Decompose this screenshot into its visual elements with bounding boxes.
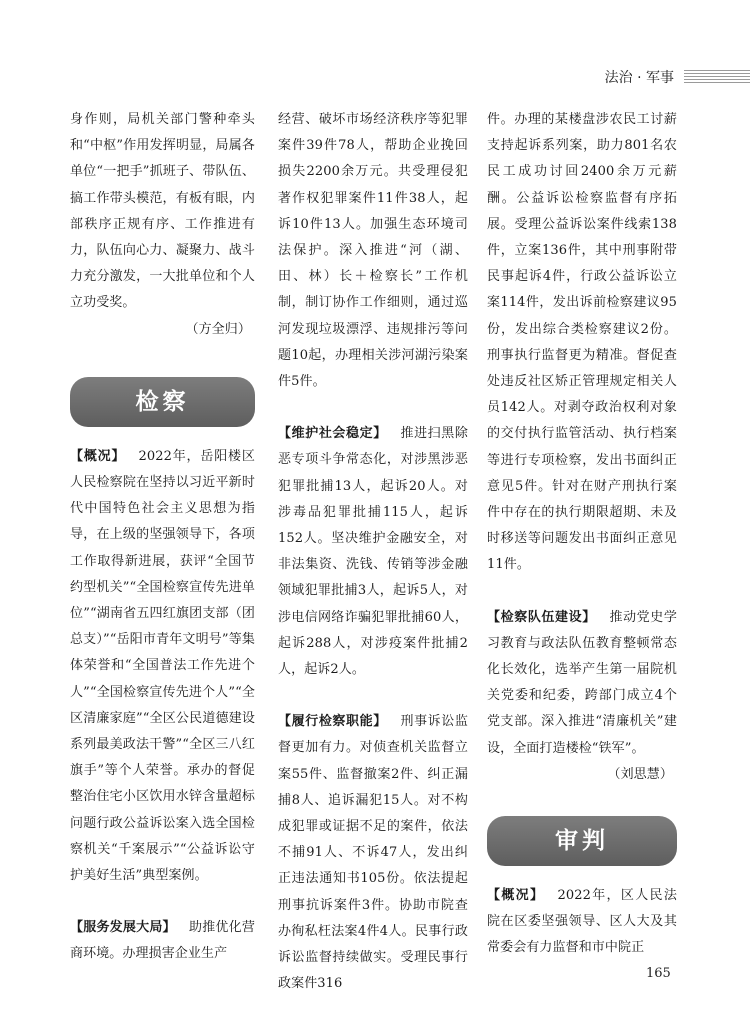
text-column-3 xyxy=(487,107,677,962)
service-text: 助推优化营商环境。办理损害企业生产 xyxy=(70,920,255,962)
stability-text: 推进扫黑除恶专项斗争常态化，对涉黑涉恶犯罪批捕13人，起诉20人。对涉毒品犯罪批捕115人，起诉152人。坚决维护金融安全，对非法集资、洗钱、传销等涉金融领域犯罪批捕3人，起诉5人，对涉电信网络诈骗犯罪批捕60人，起诉288人，对涉疫案件批捕2人，起诉2人。 xyxy=(278,426,468,678)
continued-paragraph: 经营、破坏市场经济秩序等犯罪案件39件78人，帮助企业挽回损失2200余万元。共受理侵犯著作权犯罪案件11件38人，起诉10件13人。加强生态环境司法保护。深入推进“河（湖、田、林）长＋检察长”工作机制，制订协作工作细则，通过巡河发现垃圾漂浮、违规排污等问题10起，办理相关涉河湖污染案件5件。 xyxy=(278,112,468,390)
text-column-2 xyxy=(278,107,468,998)
author-credit: （方全归） xyxy=(185,321,251,337)
duty-text: 刑事诉讼监督更加有力。对侦查机关监督立案55件、监督撤案2件、纠正漏捕8人、追诉漏犯15人。对不构成犯罪或证据不足的案件，依法不捕91人、不诉47人，发出纠正违法通知书105份。依法提起刑事抗诉案件3件。协助市院查办徇私枉法案4件4人。民事行政诉讼监督持续做实。受理民事行政案件316 xyxy=(278,714,468,992)
text-column-1 xyxy=(70,107,255,968)
duty-heading: 【履行检察职能】 xyxy=(278,714,387,730)
spacer xyxy=(70,427,255,444)
spacer xyxy=(487,579,677,605)
team-text: 推动党史学习教育与政法队伍教育整顿常态化长效化，选举产生第一届院机关党委和纪委，跨部门成立4个党支部。深入推进“清廉机关”建设，全面打造楼检“铁军”。 xyxy=(487,609,677,756)
overview-paragraph xyxy=(70,444,255,889)
stability-paragraph xyxy=(278,421,468,683)
page-number: 165 xyxy=(646,966,671,981)
duty-paragraph xyxy=(278,709,468,997)
section-banner-procuratorate: 检察 xyxy=(70,377,255,427)
section-title: 法治 · 军事 xyxy=(604,70,674,86)
team-heading: 【检察队伍建设】 xyxy=(487,609,596,625)
header-rule-decoration xyxy=(684,70,750,84)
team-paragraph xyxy=(487,605,677,762)
court-overview-text: 2022年，区人民法院在区委坚强领导、区人大及其常委会有力监督和市中院正 xyxy=(487,888,677,956)
service-paragraph xyxy=(70,915,255,967)
overview-text: 2022年，岳阳楼区人民检察院在坚持以习近平新时代中国特色社会主义思想为指导，在上级的坚强领导下，各项工作取得新进展，获评“全国节约型机关”“全国检察宣传先进单位”“湖南省五四红旗团支部（团总支）”“岳阳市青年文明号”等集体荣誉和“全国普法工作先进个人”“全国检察宣传先进个人”“全区清廉家庭”“全区公民道德建设系列最美政法干警”“全区三八红旗手”等个人荣誉。承办的督促整治住宅小区饮用水锌含量超标问题行政公益诉讼案入选全国检察机关“千案展示”“公益诉讼守护美好生活”典型案例。 xyxy=(70,448,255,884)
spacer xyxy=(487,866,677,883)
spacer xyxy=(70,889,255,915)
running-header xyxy=(605,66,750,88)
stability-heading: 【维护社会稳定】 xyxy=(278,426,387,442)
spacer xyxy=(70,343,255,377)
spacer xyxy=(278,395,468,421)
continued-paragraph: 身作则，局机关部门警种牵头和“中枢”作用发挥明显，局属各单位“一把手”抓班子、带队伍、搞工作带头模范，有板有眼，内部秩序正规有序、工作推进有力，队伍向心力、凝聚力、战斗力充分激发，一大批单位和个人立功受奖。 xyxy=(70,112,255,311)
court-overview-heading: 【概况】 xyxy=(487,888,545,904)
continued-paragraph: 件。办理的某楼盘涉农民工讨薪支持起诉系列案，助力801名农民工成功讨回2400余万元薪酬。公益诉讼检察监督有序拓展。受理公益诉讼案件线索138件，立案136件，其中刑事附带民事起诉4件，行政公益诉讼立案114件，发出诉前检察建议95份，发出综合类检察建议2份。刑事执行监督更为精准。督促查处违反社区矫正管理规定相关人员142人。对剥夺政治权利对象的交付执行监管活动、执行档案等进行专项检察，发出书面纠正意见5件。针对在财产刑执行案件中存在的执行期限超期、未及时移送等问题发出书面纠正意见11件。 xyxy=(487,112,677,573)
section-banner-trial: 审判 xyxy=(487,816,677,866)
author-credit: （刘思慧） xyxy=(607,766,673,782)
spacer xyxy=(278,683,468,709)
overview-heading: 【概况】 xyxy=(70,448,126,464)
court-overview-paragraph xyxy=(487,883,677,962)
spacer xyxy=(487,788,677,816)
service-heading: 【服务发展大局】 xyxy=(70,920,176,936)
